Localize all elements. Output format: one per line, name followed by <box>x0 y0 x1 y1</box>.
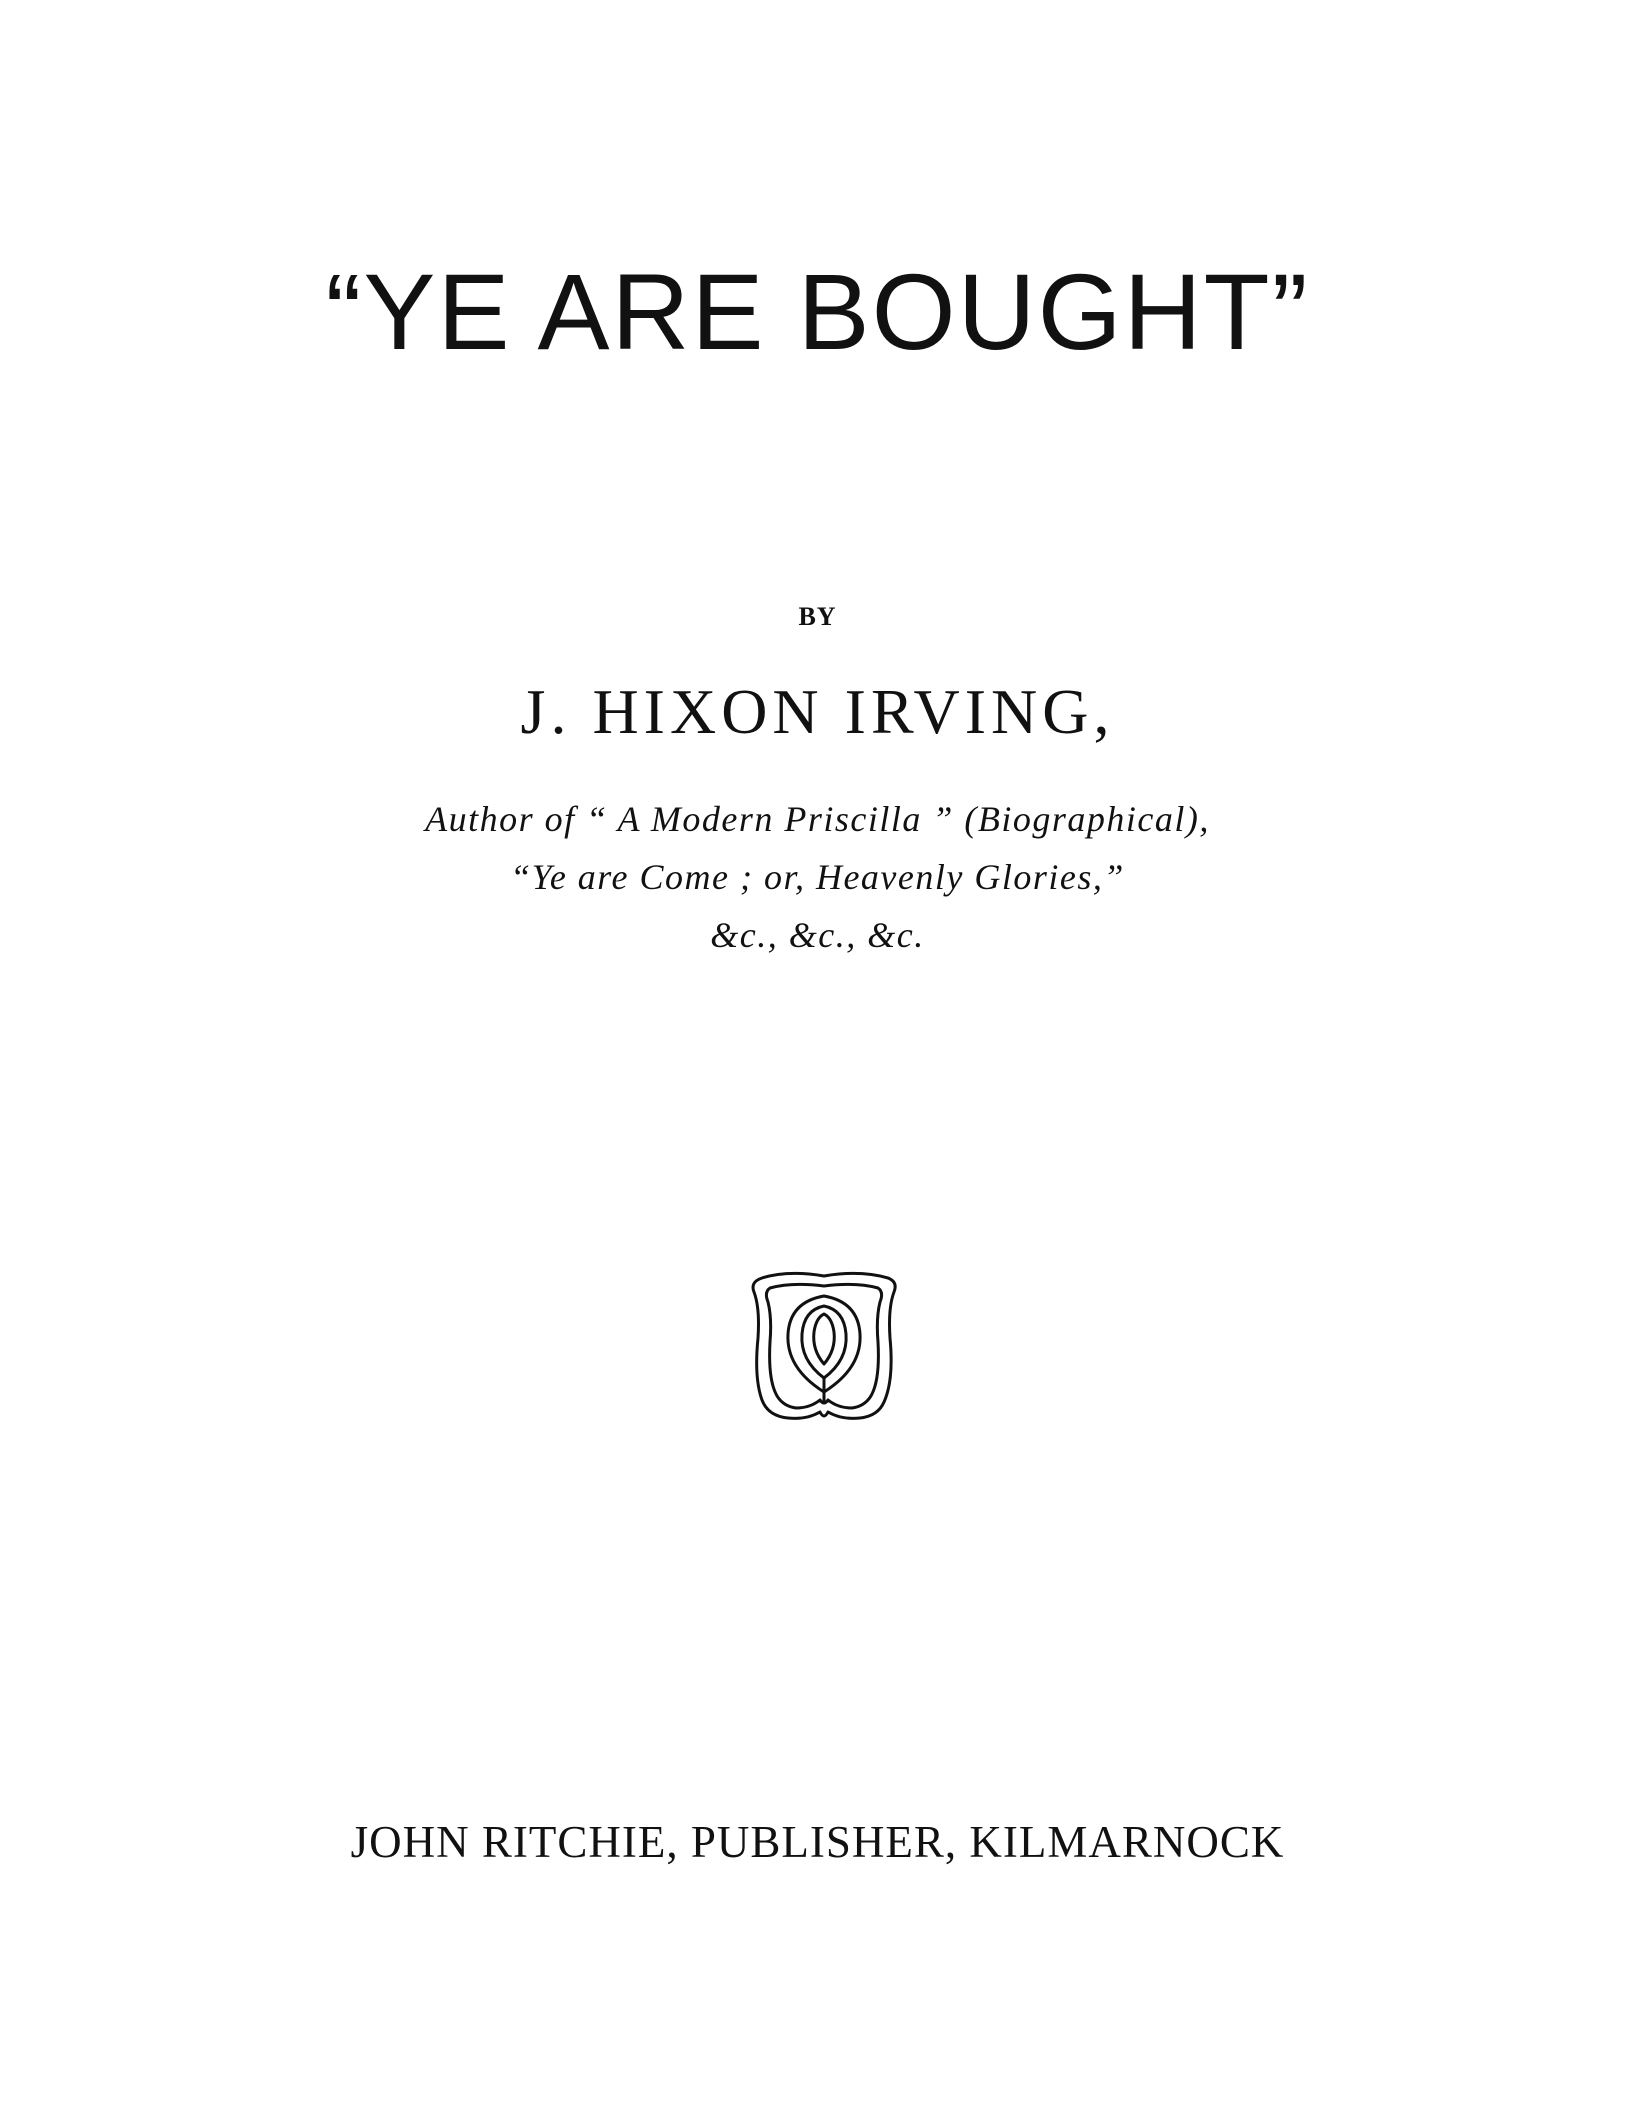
author-works <box>0 790 1635 964</box>
author-name: J. HIXON IRVING, <box>520 676 1115 747</box>
book-title: “YE ARE BOUGHT” <box>325 251 1310 372</box>
by-label: BY <box>798 602 837 631</box>
floral-ornament-icon <box>748 1268 900 1422</box>
publisher-imprint: JOHN RITCHIE, PUBLISHER, KILMARNOCK <box>350 1817 1285 1867</box>
author-works-line-3: &c., &c., &c. <box>710 915 925 955</box>
author-works-line-1: Author of “ A Modern Priscilla ” (Biographical), <box>425 799 1210 839</box>
author-works-line-2: “Ye are Come ; or, Heavenly Glories,” <box>510 857 1125 897</box>
